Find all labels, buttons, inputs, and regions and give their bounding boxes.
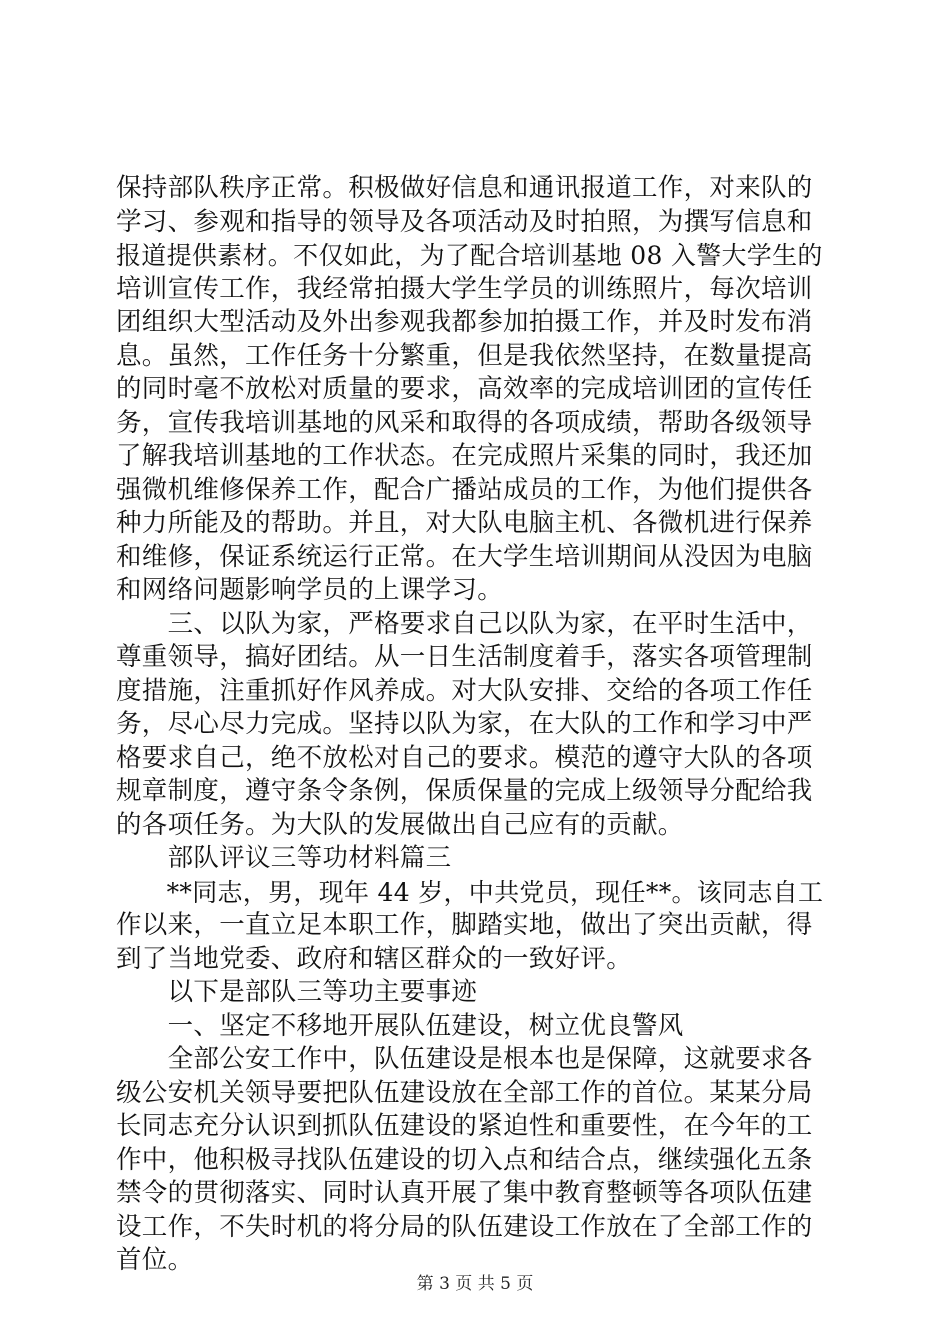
text-line: 和网络问题影响学员的上课学习。 — [116, 575, 504, 605]
text-line: 禁令的贯彻落实、同时认真开展了集中教育整顿等各项队伍建 — [116, 1178, 813, 1208]
text-line: 规章制度，遵守条令条例，保质保量的完成上级领导分配给我 — [116, 776, 813, 806]
text-line: 以下是部队三等功主要事迹 — [116, 977, 478, 1007]
text-line: 学习、参观和指导的领导及各项活动及时拍照，为撰写信息和 — [116, 206, 813, 237]
text-line: 作中，他积极寻找队伍建设的切入点和结合点，继续强化五条 — [116, 1144, 813, 1175]
text-line: 务，尽心尽力完成。坚持以队为家，在大队的工作和学习中严 — [116, 709, 813, 739]
text-line: 首位。 — [116, 1245, 194, 1275]
text-line: 培训宣传工作，我经常拍摄大学生学员的训练照片，每次培训 — [116, 273, 813, 304]
text-line: 作以来，一直立足本职工作，脚踏实地，做出了突出贡献，得 — [116, 910, 813, 940]
text-line: 务，宣传我培训基地的风采和取得的各项成绩，帮助各级领导 — [116, 407, 813, 438]
text-line: 一、坚定不移地开展队伍建设，树立优良警风 — [116, 1010, 684, 1041]
text-line: 尊重领导，搞好团结。从一日生活制度着手，落实各项管理制 — [116, 642, 813, 672]
text-line: 的同时毫不放松对质量的要求，高效率的完成培训团的宣传任 — [116, 374, 813, 404]
page-footer: 第 3 页 共 5 页 — [416, 1274, 534, 1294]
text-line: 保持部队秩序正常。积极做好信息和通讯报道工作，对来队的 — [116, 173, 813, 203]
document-body — [116, 172, 836, 1278]
text-line: 的各项任务。为大队的发展做出自己应有的贡献。 — [116, 809, 684, 840]
text-line: 长同志充分认识到抓队伍建设的紧迫性和重要性，在今年的工 — [116, 1111, 813, 1141]
text-line: 了解我培训基地的工作状态。在完成照片采集的同时，我还加 — [116, 441, 813, 471]
text-line: 设工作，不失时机的将分局的队伍建设工作放在了全部工作的 — [116, 1211, 813, 1242]
text-line: 息。虽然，工作任务十分繁重，但是我依然坚持，在数量提高 — [116, 340, 813, 371]
text-line: 团组织大型活动及外出参观我都参加拍摄工作，并及时发布消 — [116, 307, 813, 337]
text-line: 级公安机关领导要把队伍建设放在全部工作的首位。某某分局 — [116, 1077, 813, 1108]
text-line: **同志，男，现年 44 岁，中共党员，现任**。该同志自工 — [116, 877, 824, 907]
text-line: 强微机维修保养工作，配合广播站成员的工作，为他们提供各 — [116, 474, 813, 505]
text-line: 全部公安工作中，队伍建设是根本也是保障，这就要求各 — [116, 1044, 813, 1074]
text-line: 到了当地党委、政府和辖区群众的一致好评。 — [116, 943, 633, 974]
text-line: 格要求自己，绝不放松对自己的要求。模范的遵守大队的各项 — [116, 742, 813, 773]
text-line: 报道提供素材。不仅如此，为了配合培训基地 08 入警大学生的 — [116, 241, 823, 270]
text-line: 和维修，保证系统运行正常。在大学生培训期间从没因为电脑 — [116, 541, 813, 572]
text-line: 三、以队为家，严格要求自己以队为家，在平时生活中， — [116, 608, 813, 639]
text-line: 度措施，注重抓好作风养成。对大队安排、交给的各项工作任 — [116, 675, 813, 706]
text-line: 种力所能及的帮助。并且，对大队电脑主机、各微机进行保养 — [116, 508, 813, 538]
text-line: 部队评议三等功材料篇三 — [116, 843, 452, 873]
